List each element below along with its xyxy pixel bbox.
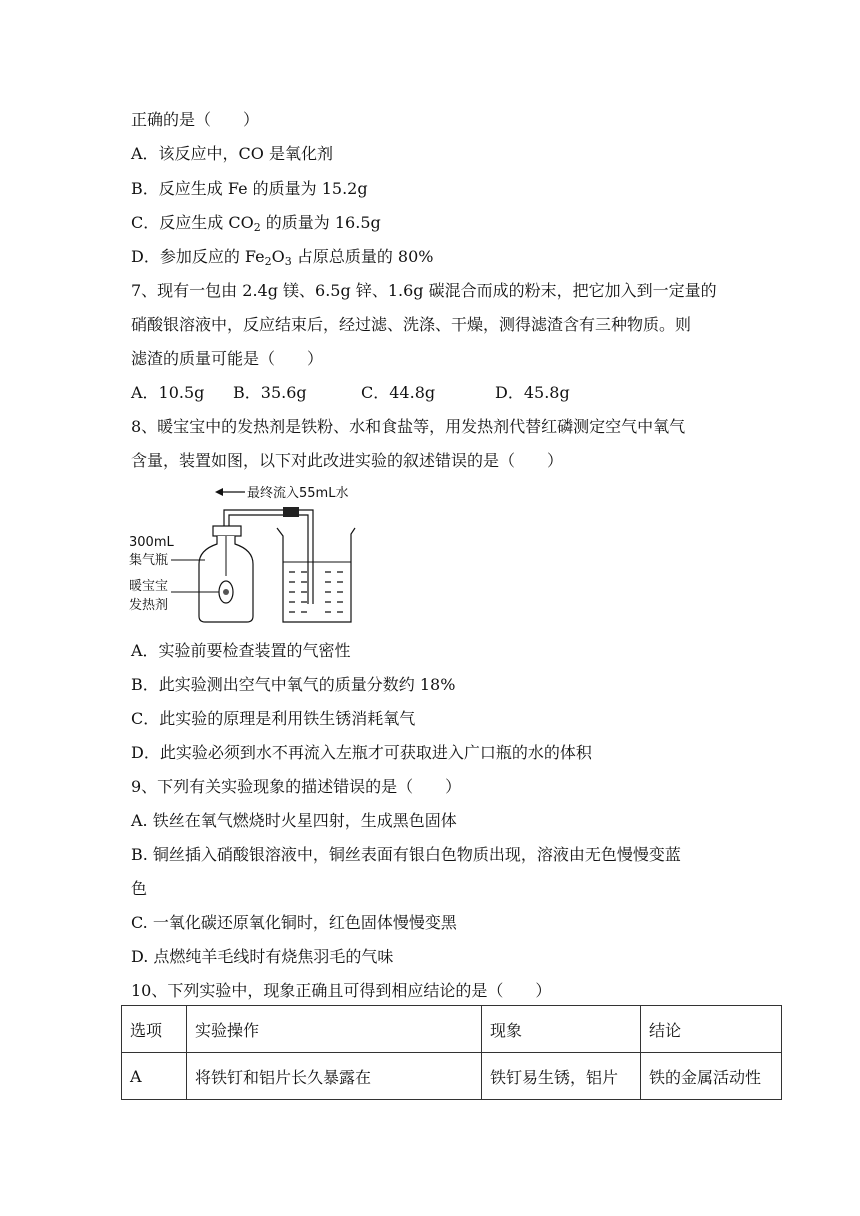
q7-option-a: A．10.5g (131, 383, 205, 402)
q7-stem-line-1: 7、现有一包由 2.4g 镁、6.5g 锌、1.6g 碳混合而成的粉末，把它加入到一定量的 (131, 281, 717, 300)
q9-option-c: C. 一氧化碳还原氧化铜时，红色固体慢慢变黑 (131, 913, 457, 932)
header-conclusion: 结论 (641, 1006, 782, 1053)
q10-stem: 10、下列实验中，现象正确且可得到相应结论的是（ ） (131, 981, 552, 1000)
q9-option-b-line-2: 色 (131, 879, 148, 898)
q7-stem-line-3: 滤渣的质量可能是（ ） (131, 349, 324, 368)
q6-d-subscript-1: 2 (264, 255, 272, 268)
header-option: 选项 (122, 1006, 187, 1053)
cell-phenomenon: 铁钉易生锈，铝片 (482, 1053, 641, 1100)
q7-option-b: B．35.6g (233, 383, 307, 402)
agent-label-line-1: 暖宝宝 (129, 579, 169, 594)
q6-d-text-mid: O (271, 247, 285, 266)
q6-d-text: D．参加反应的 Fe (131, 247, 265, 266)
q6-c-subscript: 2 (253, 221, 261, 234)
q6-option-d (131, 246, 434, 273)
q8-stem-line-2: 含量，装置如图，以下对此改进实验的叙述错误的是（ ） (131, 451, 564, 470)
q8-option-d: D．此实验必须到水不再流入左瓶才可获取进入广口瓶的水的体积 (131, 743, 592, 762)
q9-option-b-line-1: B. 铜丝插入硝酸银溶液中，铜丝表面有银白色物质出现，溶液由无色慢慢变蓝 (131, 845, 681, 864)
q6-option-a: A．该反应中，CO 是氧化剂 (131, 144, 334, 163)
bottle-label-volume: 300mL (129, 535, 174, 550)
tube-clamp (283, 507, 299, 517)
q6-d-text-rest: 占原总质量的 80% (291, 247, 434, 266)
header-phenomenon: 现象 (482, 1006, 641, 1053)
q8-stem-line-1: 8、暖宝宝中的发热剂是铁粉、水和食盐等，用发热剂代替红磷测定空气中氧气 (131, 417, 686, 436)
q8-option-b: B．此实验测出空气中氧气的质量分数约 18% (131, 675, 456, 694)
bottle-stopper (213, 526, 241, 536)
q7-option-d: D．45.8g (495, 383, 570, 402)
bottle-label-name: 集气瓶 (129, 553, 169, 568)
cell-option: A (122, 1053, 187, 1100)
q6-c-text-rest: 的质量为 16.5g (260, 213, 381, 232)
cell-conclusion: 铁的金属活动性 (641, 1053, 782, 1100)
q6-c-text: C．反应生成 CO (131, 213, 254, 232)
q7-options (131, 382, 570, 404)
q6-option-b: B．反应生成 Fe 的质量为 15.2g (131, 179, 368, 198)
q9-stem: 9、下列有关实验现象的描述错误的是（ ） (131, 777, 462, 796)
figure-top-label: 最终流入55mL水 (247, 486, 349, 501)
table-row (122, 1053, 782, 1100)
q10-table (121, 1005, 782, 1100)
agent-label-line-2: 发热剂 (129, 598, 169, 613)
q9-option-d: D. 点燃纯羊毛线时有烧焦羽毛的气味 (131, 947, 394, 966)
beaker (277, 528, 355, 622)
header-operation: 实验操作 (187, 1006, 482, 1053)
apparatus-figure (127, 484, 367, 626)
q7-option-c: C．44.8g (361, 383, 436, 402)
table-header-row (122, 1006, 782, 1053)
q6-d-subscript-2: 3 (284, 255, 292, 268)
q9-option-a: A. 铁丝在氧气燃烧时火星四射，生成黑色固体 (131, 811, 457, 830)
flow-arrow-head (215, 488, 223, 496)
q6-option-c (131, 212, 381, 239)
q8-option-c: C．此实验的原理是利用铁生锈消耗氧气 (131, 709, 416, 728)
water-dashes (289, 572, 343, 612)
cell-operation: 将铁钉和铝片长久暴露在 (187, 1053, 482, 1100)
q6-stem-tail: 正确的是（ ） (131, 110, 260, 129)
q7-stem-line-2: 硝酸银溶液中，反应结束后，经过滤、洗涤、干燥，测得滤渣含有三种物质。则 (131, 315, 692, 334)
q8-option-a: A．实验前要检查装置的气密性 (131, 641, 351, 660)
heat-pack-contents (223, 589, 229, 595)
